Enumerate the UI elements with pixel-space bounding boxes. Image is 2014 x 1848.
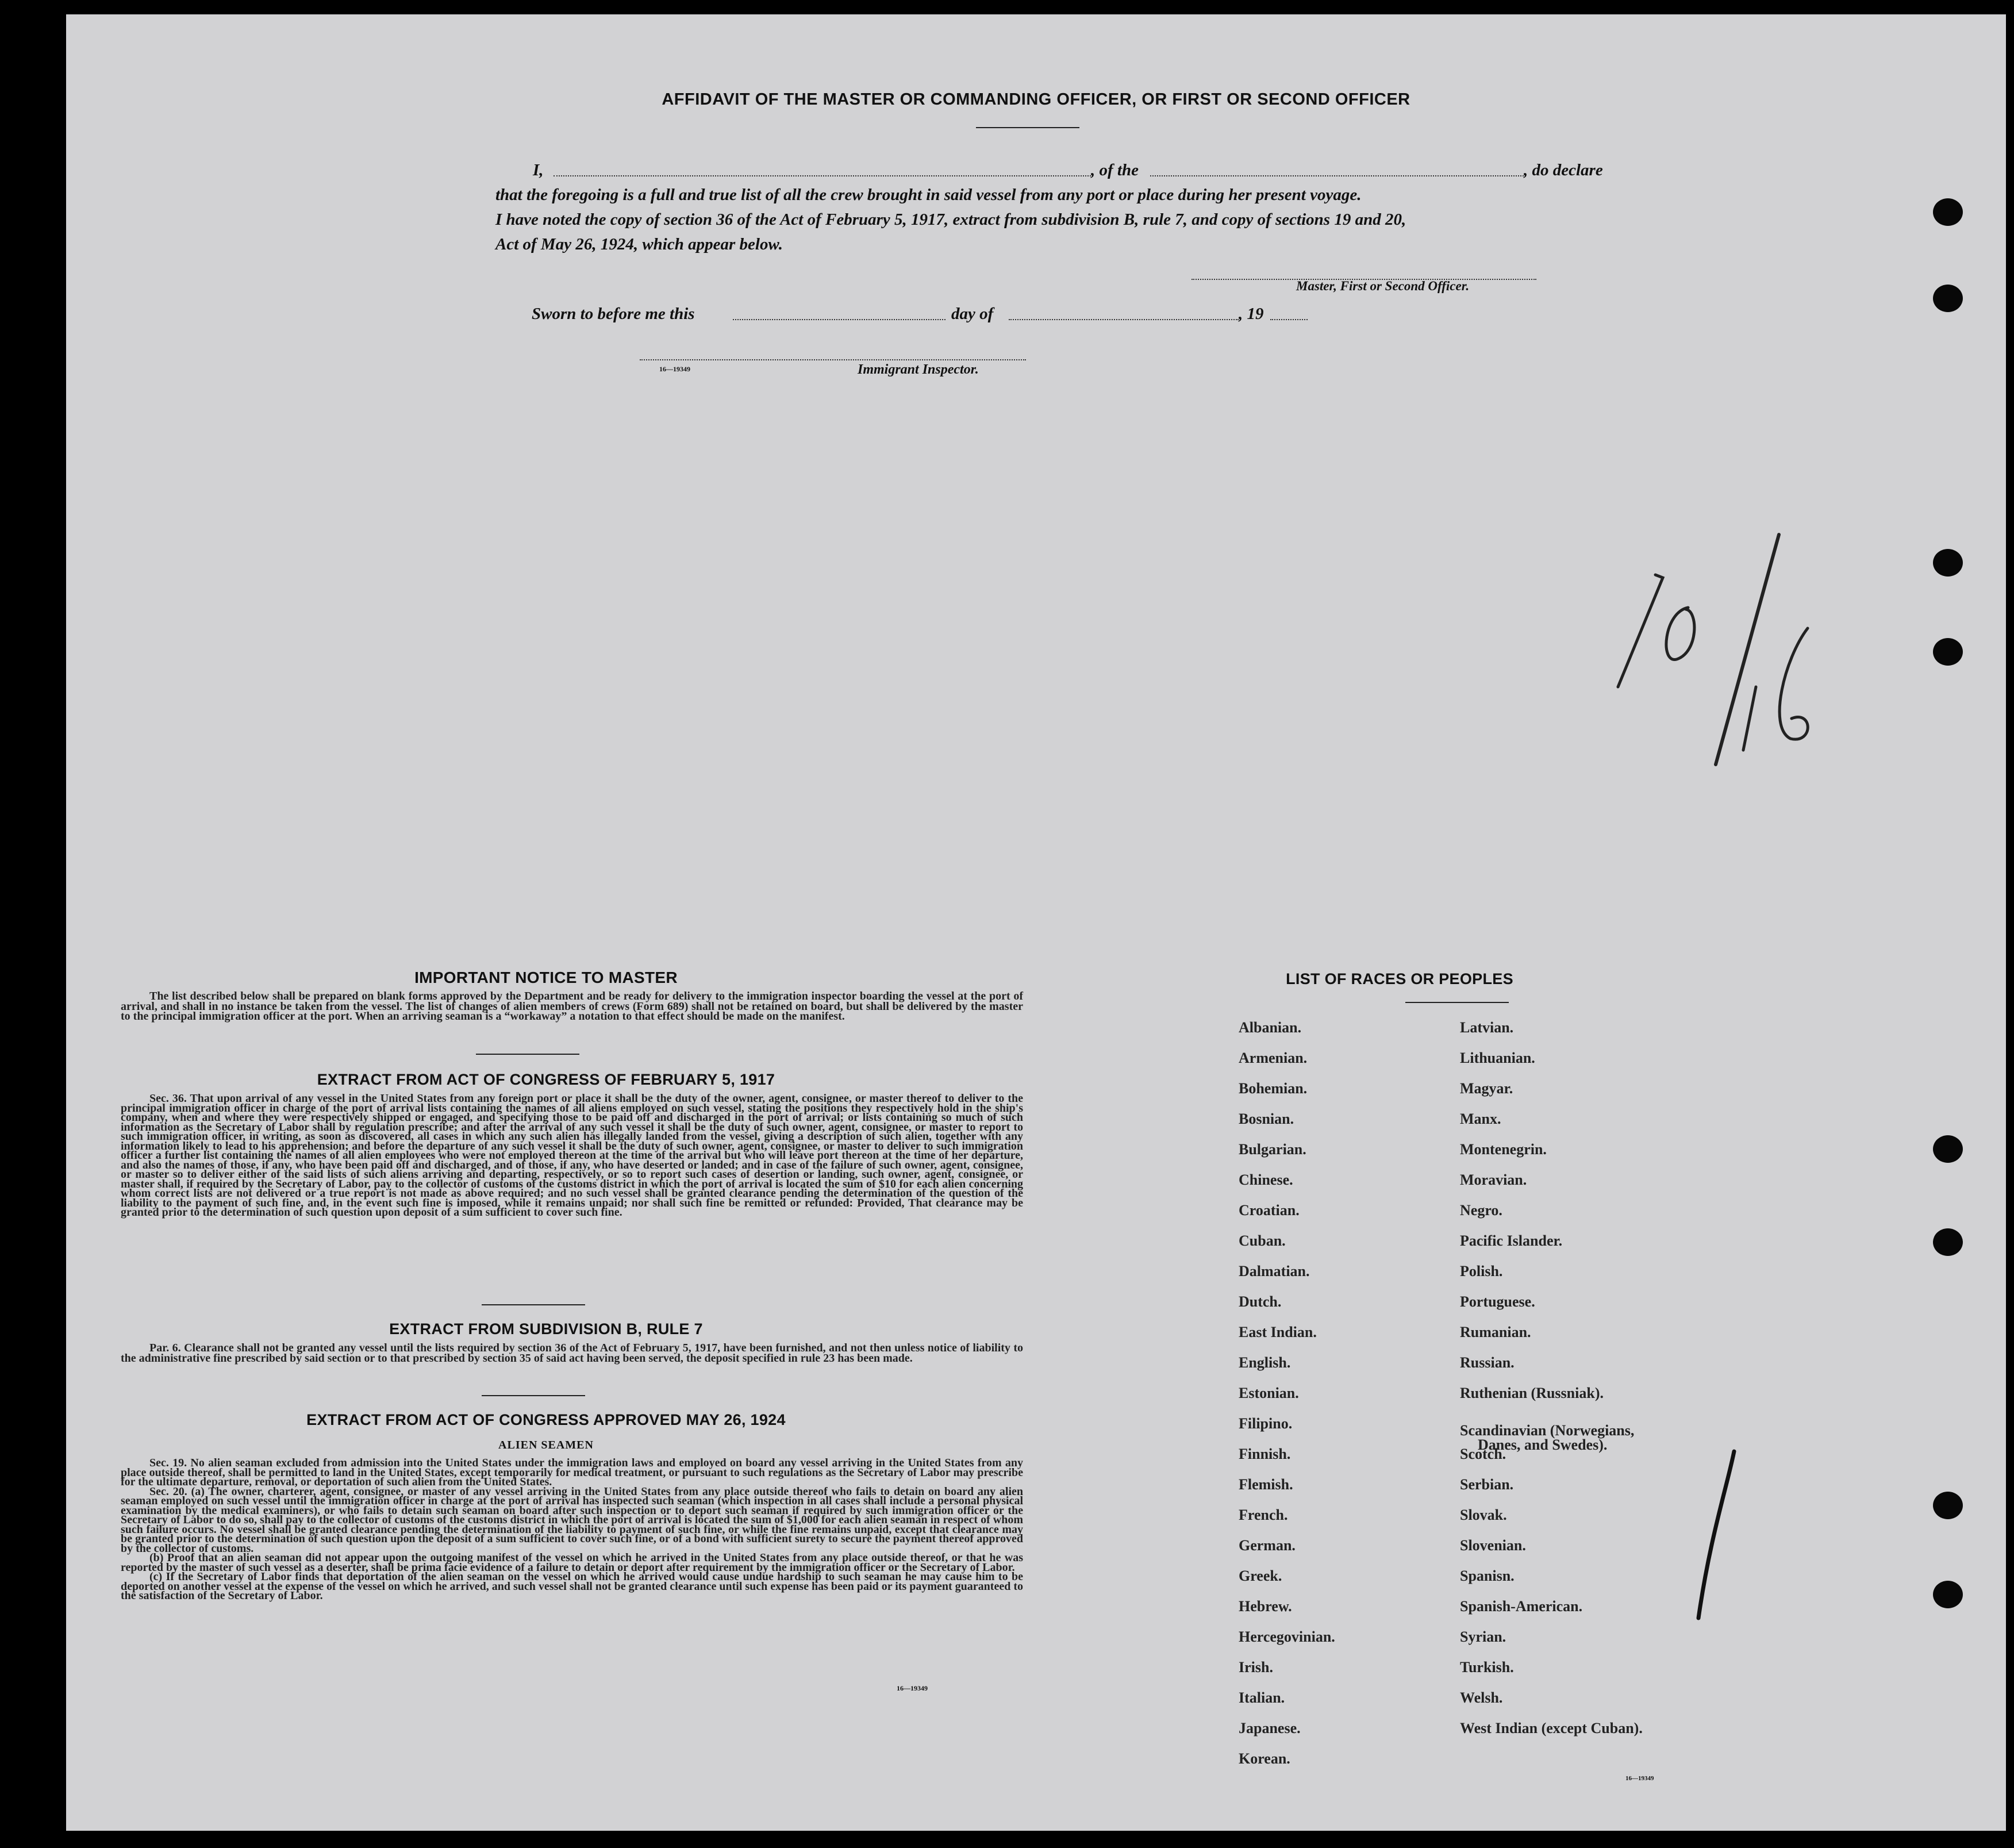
- master-signature-label: Master, First or Second Officer.: [1296, 279, 1470, 293]
- sworn-text: Sworn to before me this: [532, 305, 695, 323]
- binder-hole: [1933, 1581, 1963, 1608]
- race-item: Polish.: [1460, 1263, 1503, 1280]
- race-item: Danes, and Swedes).: [1478, 1436, 1608, 1453]
- extract-1917-divider: [482, 1304, 585, 1305]
- extract-1924-body: [121, 1458, 1023, 1601]
- notice-title: IMPORTANT NOTICE TO MASTER: [414, 969, 678, 986]
- extract-rule7-text: Par. 6. Clearance shall not be granted any vessel until the lists required by section 36 of the Act of February 5, 1917, have been furnished, and not then unless notice of liability to the administrative fine prescribed by said section or to that prescribed by section 35 of said act having been served, the deposit specified in rule 23 has been made.: [121, 1342, 1023, 1365]
- race-item: French.: [1239, 1507, 1288, 1523]
- race-item: Turkish.: [1460, 1659, 1514, 1676]
- extract-1924-title: EXTRACT FROM ACT OF CONGRESS APPROVED MAY 26, 1924: [306, 1411, 786, 1428]
- race-item: Lithuanian.: [1460, 1050, 1535, 1066]
- race-item: Italian.: [1239, 1689, 1285, 1706]
- name-blank[interactable]: [554, 175, 1091, 176]
- race-item: Chinese.: [1239, 1171, 1293, 1188]
- race-item: Moravian.: [1460, 1171, 1527, 1188]
- race-item: Irish.: [1239, 1659, 1273, 1676]
- race-item: Bulgarian.: [1239, 1141, 1306, 1158]
- sec20b-text: (b) Proof that an alien seaman did not appear upon the outgoing manifest of the vessel on which he arrived in the United States from any place outside thereof, or that he was reported by the master of such vessel as a deserter, shall be prima facie evidence of a failure to detain or deport after requirement by the immigration officer or the Secretary of Labor.: [121, 1551, 1023, 1574]
- race-item: Negro.: [1460, 1202, 1502, 1219]
- affidavit-title: AFFIDAVIT OF THE MASTER OR COMMANDING OFFICER, OR FIRST OR SECOND OFFICER: [662, 90, 1410, 109]
- form-number-top: 16—19349: [659, 365, 690, 373]
- race-item: German.: [1239, 1537, 1296, 1554]
- race-item: Dalmatian.: [1239, 1263, 1310, 1280]
- sworn-year-blank[interactable]: [1270, 319, 1308, 320]
- race-item: Latvian.: [1460, 1019, 1514, 1036]
- form-number-left: 16—19349: [897, 1684, 928, 1692]
- binder-hole: [1933, 1228, 1963, 1256]
- races-title: LIST OF RACES OR PEOPLES: [1286, 970, 1513, 988]
- race-item: Japanese.: [1239, 1720, 1301, 1736]
- day-of-text: day of: [951, 305, 994, 323]
- binder-hole: [1933, 198, 1963, 226]
- sworn-month-blank[interactable]: [1009, 319, 1239, 320]
- form-number-right: 16—19349: [1625, 1775, 1654, 1782]
- race-item: Spanish-American.: [1460, 1598, 1583, 1615]
- race-item: Scandinavian (Norwegians,: [1460, 1422, 1635, 1439]
- affidavit-of-the: , of the: [1091, 161, 1139, 179]
- race-item: Spanisn.: [1460, 1567, 1515, 1584]
- handwritten-page-mark: [1687, 1446, 1756, 1630]
- sec20c-text: (c) If the Secretary of Labor finds that deportation of the alien seaman on the vessel on which he arrived would cause undue hardship to such seaman he may cause him to be deported on another vessel at the expense of the vessel on which he arrived, and such vessel shall not be granted clearance until such expense has been paid or its payment guaranteed to the satisfaction of the Secretary of Labor.: [121, 1570, 1023, 1602]
- race-item: Slovak.: [1460, 1507, 1507, 1523]
- extract-1917-text: Sec. 36. That upon arrival of any vessel in the United States from any foreign port or place it shall be the duty of the owner, agent, consignee, or master thereof to deliver to the principal immigration officer in charge of the port of arrival lists containing the names of all aliens employed on such vessel, stating the positions they respectively hold in the ship's company, when and where they were respectively shipped or engaged, and specifying those to be paid off and discharged in the port of arrival; or lists containing so much of such information as the Secretary of Labor shall by regulation prescribe; and after the arrival of any such vessel it shall be the duty of such owner, agent, consignee, or master to report to such immigration officer, in writing, as soon as discovered, all cases in which any such alien has illegally landed from the vessel, giving a description of such alien, together with any information likely to lead to his apprehension; and before the departure of any such vessel it shall be the duty of such owner, agent, consignee, or master to deliver to such immigration officer a further list containing the names of all alien employees who were not employed thereon at the time of the arrival but who will leave port thereon at the time of her departure, and also the names of those, if any, who have been paid off and discharged, and of those, if any, who have deserted or landed; and in case of the failure of such owner, agent, consignee, or master so to deliver either of the said lists of such aliens arriving and departing, respectively, or so to report such cases of desertion or landing, such owner, agent, consignee, or master shall, if required by the Secretary of Labor, pay to the collector of customs of the customs district in which the port of arrival is located the sum of $10 for each alien concerning whom correct lists are not delivered or a true report is not made as above required; and no such vessel shall be granted clearance pending the determination of the question of the liability to the payment of such fine, and, in the event such fine is imposed, while it remains unpaid; nor shall such fine be remitted or refunded: Provided, That clearance may be granted prior to the determination of such question upon deposit of a sum sufficient to cover such fine.: [121, 1092, 1023, 1219]
- race-item: Bohemian.: [1239, 1080, 1308, 1097]
- handwritten-date-note: [1612, 526, 1900, 790]
- extract-rule7-title: EXTRACT FROM SUBDIVISION B, RULE 7: [389, 1320, 703, 1338]
- race-item: Greek.: [1239, 1567, 1282, 1584]
- race-item: Armenian.: [1239, 1050, 1308, 1066]
- race-item: Dutch.: [1239, 1293, 1282, 1310]
- sworn-day-blank[interactable]: [733, 319, 945, 320]
- binder-hole: [1933, 1492, 1963, 1519]
- binder-hole: [1933, 549, 1963, 577]
- race-item: Finnish.: [1239, 1446, 1291, 1462]
- race-item: Korean.: [1239, 1750, 1290, 1767]
- race-item: Pacific Islander.: [1460, 1232, 1563, 1249]
- affidavit-do-declare: , do declare: [1524, 161, 1603, 179]
- race-item: Cuban.: [1239, 1232, 1286, 1249]
- race-item: Serbian.: [1460, 1476, 1514, 1493]
- affidavit-line-3: I have noted the copy of section 36 of the Act of February 5, 1917, extract from subdivision B, rule 7, and copy of sections 19 and 20,: [495, 210, 1406, 229]
- affidavit-line-2: that the foregoing is a full and true list of all the crew brought in said vessel from any port or place during her present voyage.: [495, 186, 1362, 204]
- title-underline: [976, 127, 1079, 128]
- binder-hole: [1933, 1135, 1963, 1163]
- race-item: Scotch.: [1460, 1446, 1506, 1462]
- race-item: Manx.: [1460, 1111, 1501, 1127]
- race-item: English.: [1239, 1354, 1291, 1371]
- binder-hole: [1933, 285, 1963, 312]
- sec19-text: Sec. 19. No alien seaman excluded from admission into the United States under the immigration laws and employed on board any vessel arriving in the United States from any place outside thereof, shall be permitted to land in the United States, except temporarily for medical treatment, or pursuant to such regulations as the Secretary of Labor may prescribe for the ultimate departure, removal, or deportation of such alien from the United States.: [121, 1457, 1023, 1488]
- sec20a-text: Sec. 20. (a) The owner, charterer, agent, consignee, or master of any vessel arriving in the United States from any place outside thereof who fails to detain on board any alien seaman employed on such vessel until the immigration officer in charge at the port of arrival has inspected such seaman (which inspection in all cases shall include a personal physical examination by the medical examiners), or who fails to detain such seaman on board after such inspection or to deport such seaman if required by such immigration officer or the Secretary of Labor to do so, shall pay to the collector of customs of the customs district in which the port of arrival is located the sum of $1,000 for each alien seaman in respect of whom such failure occurs. No vessel shall be granted clearance pending the determination of the liability to payment of such fine, or while the fine remains unpaid, except that clearance may be granted prior to the determination of such question upon the deposit of a sum sufficient to cover such fine, or of a bond with sufficient surety to secure the payment thereof approved by the collector of customs.: [121, 1485, 1023, 1555]
- race-item: Portuguese.: [1460, 1293, 1535, 1310]
- race-item: Slovenian.: [1460, 1537, 1526, 1554]
- race-item: Magyar.: [1460, 1080, 1513, 1097]
- binder-hole: [1933, 638, 1963, 666]
- inspector-label: Immigrant Inspector.: [858, 362, 979, 377]
- races-title-underline: [1405, 1002, 1509, 1003]
- race-item: Estonian.: [1239, 1385, 1299, 1401]
- extract-1917-title: EXTRACT FROM ACT OF CONGRESS OF FEBRUARY 5, 1917: [317, 1071, 775, 1088]
- race-item: West Indian (except Cuban).: [1460, 1720, 1643, 1736]
- race-item: Syrian.: [1460, 1628, 1506, 1645]
- race-item: Croatian.: [1239, 1202, 1300, 1219]
- race-item: Flemish.: [1239, 1476, 1293, 1493]
- race-item: Hercegovinian.: [1239, 1628, 1335, 1645]
- year-prefix: , 19: [1239, 305, 1264, 323]
- race-item: East Indian.: [1239, 1324, 1317, 1340]
- affidavit-line-4: Act of May 26, 1924, which appear below.: [495, 235, 783, 253]
- race-item: Montenegrin.: [1460, 1141, 1547, 1158]
- race-item: Ruthenian (Russniak).: [1460, 1385, 1604, 1401]
- notice-divider: [476, 1054, 579, 1055]
- affidavit-i: I,: [533, 161, 544, 179]
- notice-text: The list described below shall be prepared on blank forms approved by the Department and be ready for delivery to the immigration inspector boarding the vessel at the port of arrival, and shall in no instance be taken from the vessel. The list of changes of alien members of crews (Form 689) shall not be retained on board, but shall be delivered by the master to the principal immigration officer at the port. When an arriving seaman is a “workaway” a notation to that effect should be made on the manifest.: [121, 990, 1023, 1023]
- inspector-signature-line[interactable]: [640, 359, 1026, 360]
- race-item: Albanian.: [1239, 1019, 1302, 1036]
- vessel-blank[interactable]: [1150, 175, 1524, 176]
- race-item: Hebrew.: [1239, 1598, 1292, 1615]
- race-item: Filipino.: [1239, 1415, 1293, 1432]
- form-sheet: [66, 14, 2006, 1831]
- race-item: Bosnian.: [1239, 1111, 1294, 1127]
- extract-rule7-divider: [482, 1395, 585, 1396]
- race-item: Rumanian.: [1460, 1324, 1531, 1340]
- alien-seamen-subtitle: ALIEN SEAMEN: [498, 1439, 594, 1451]
- race-item: Russian.: [1460, 1354, 1515, 1371]
- race-item: Welsh.: [1460, 1689, 1503, 1706]
